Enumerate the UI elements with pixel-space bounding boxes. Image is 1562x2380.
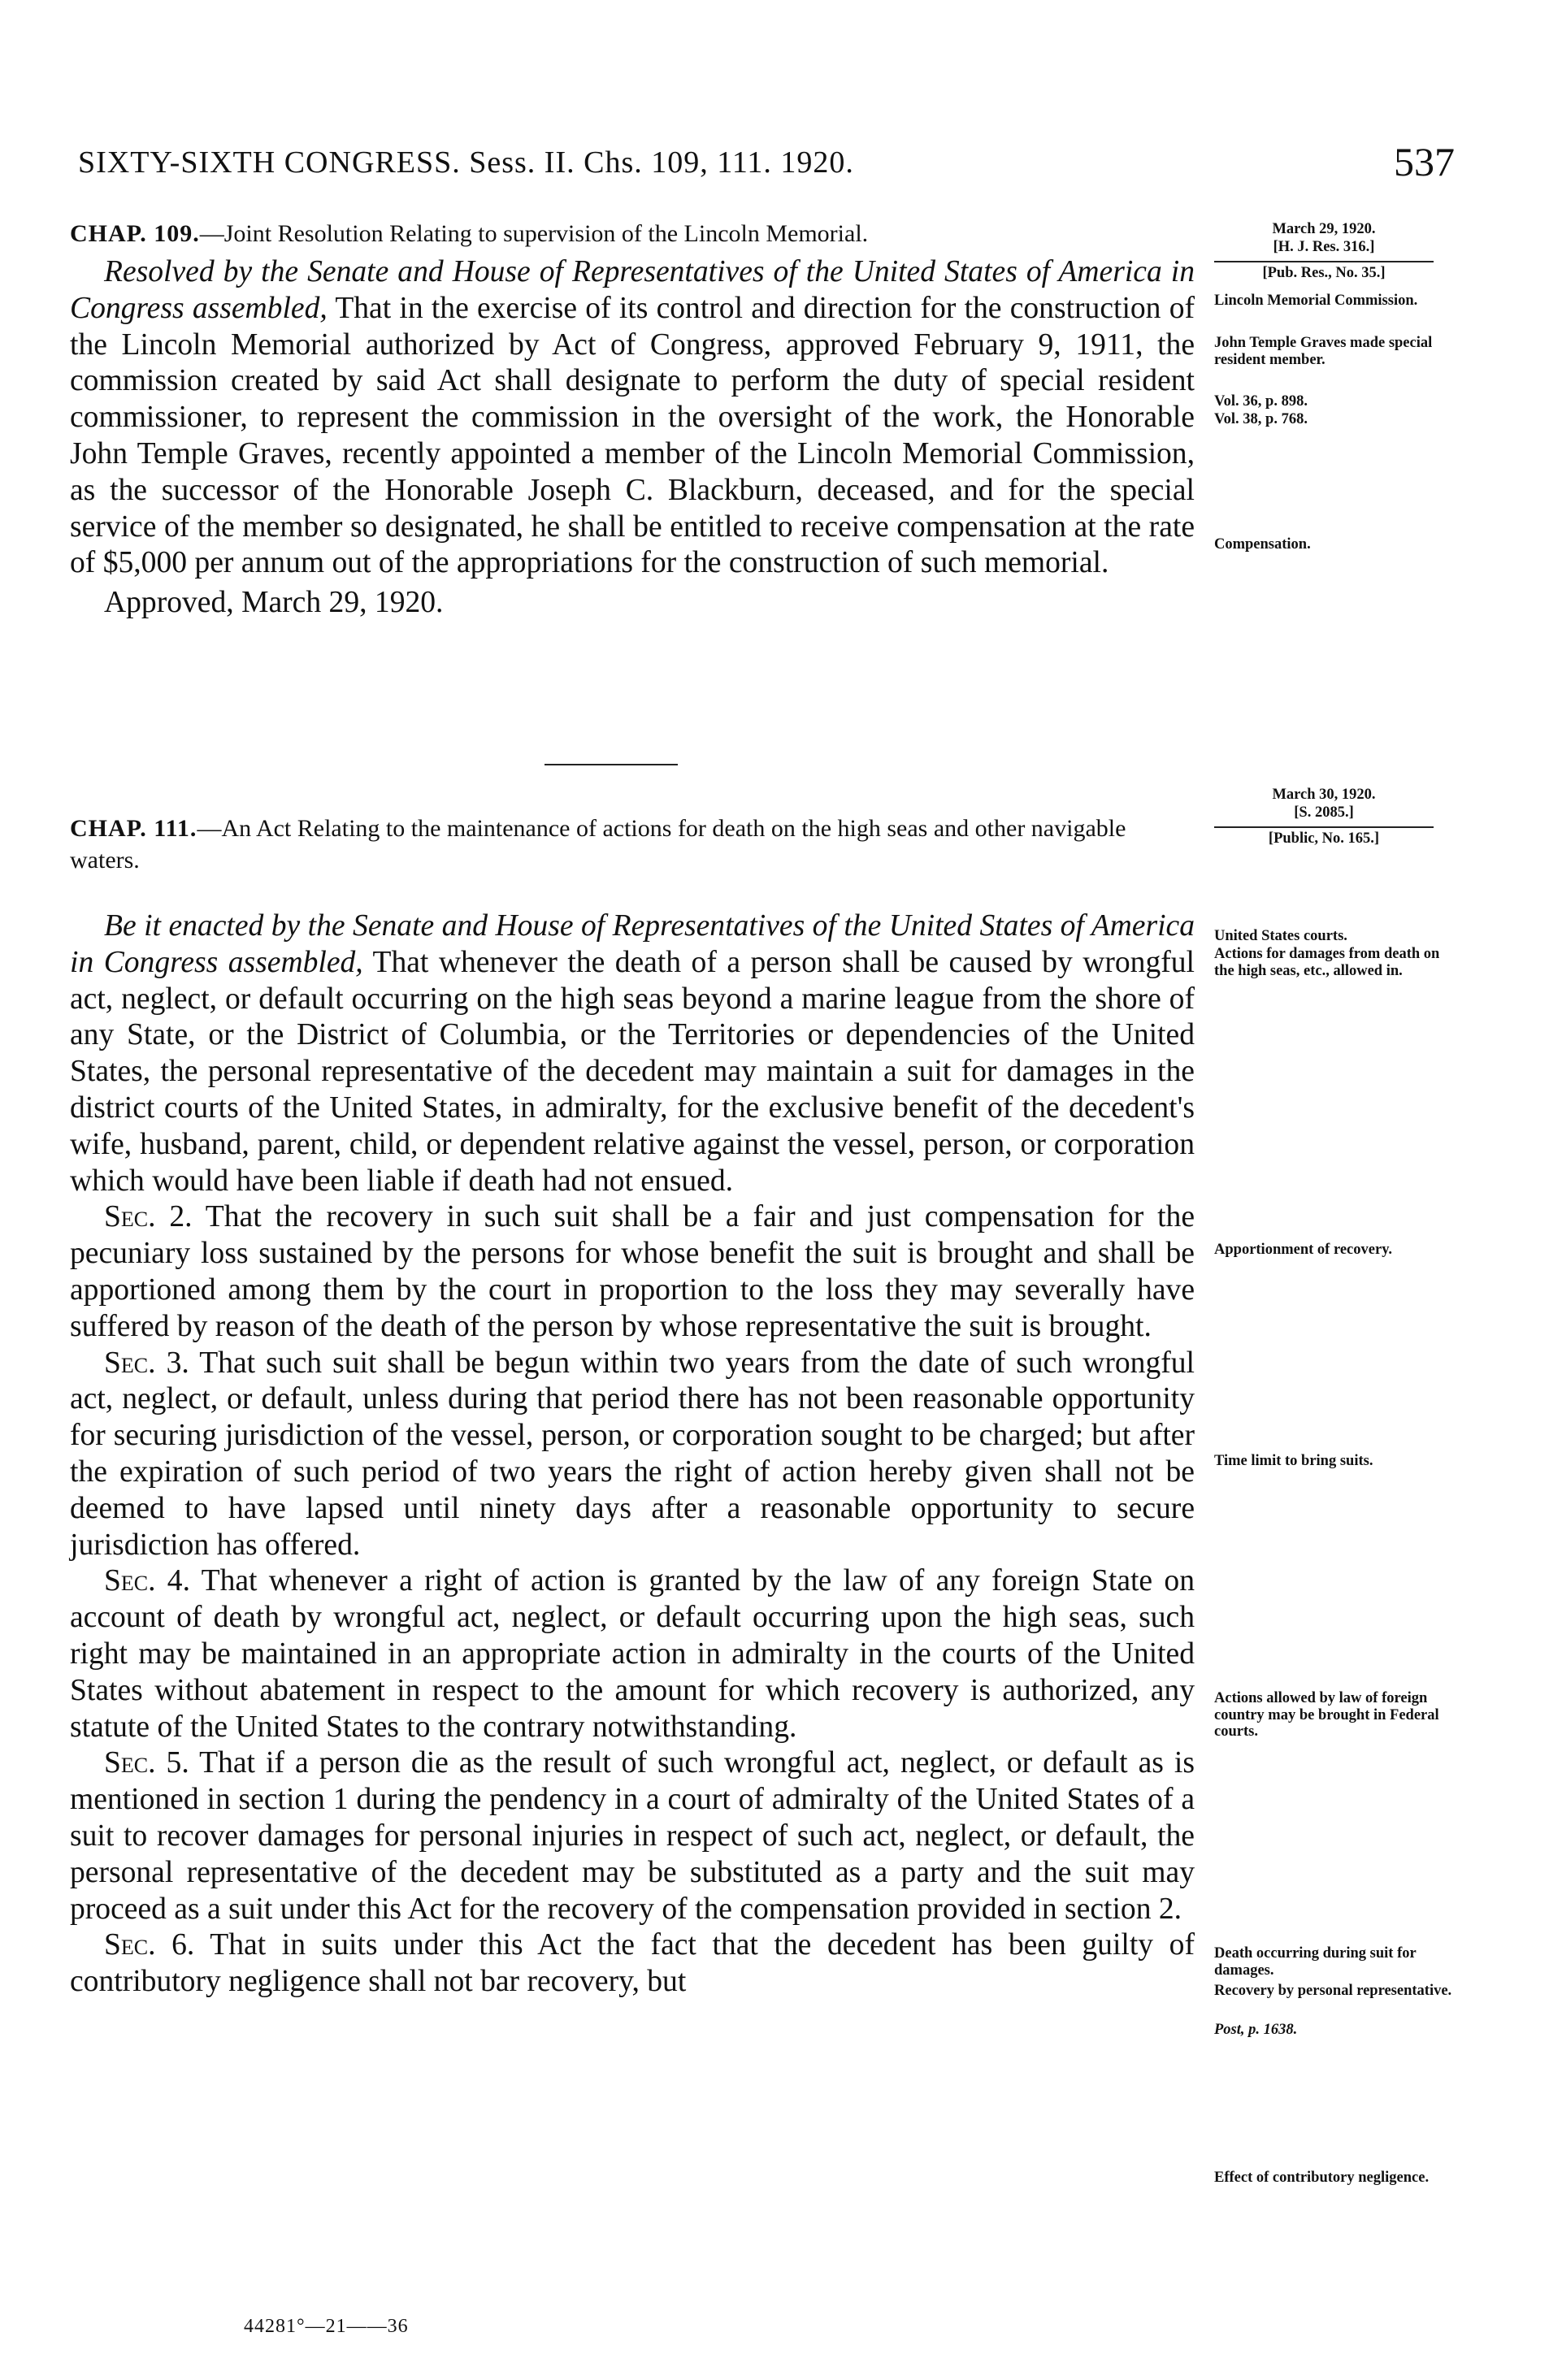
chapter-109 (70, 218, 1195, 621)
chapter-separator (545, 764, 678, 765)
margin-note-recovery-personal: Recovery by personal representative. (1214, 1983, 1452, 1999)
margin-ref-vol36: Vol. 36, p. 898. (1214, 393, 1308, 410)
section-4 (70, 1563, 1195, 1745)
margin-ref-vol38: Vol. 38, p. 768. (1214, 411, 1308, 427)
margin-note-contributory: Effect of contributory negligence. (1214, 2170, 1430, 2186)
margin-note-courts: United States courts. (1214, 928, 1347, 944)
enacting-clause: Be it enacted by the Senate and House of Representatives of the United States of America in Congress assembled, (70, 909, 1195, 979)
section-1 (70, 908, 1195, 1199)
running-head-text: SIXTY-SIXTH CONGRESS. Sess. II. Chs. 109, 111. 1920. (78, 145, 854, 180)
printer-footer: 44281°—21——36 (244, 2316, 409, 2337)
section-6-label: Sec. 6. (104, 1928, 195, 1962)
chapter-111-heading (70, 813, 1195, 876)
margin-note-apportionment: Apportionment of recovery. (1214, 1242, 1393, 1258)
margin-note-actions: Actions for damages from death on the high seas, etc., allowed in. (1214, 946, 1440, 979)
section-2-label: Sec. 2. (104, 1200, 193, 1234)
chapter-111-title: —An Act Relating to the maintenance of actions for death on the high seas and other navigable waters. (70, 815, 1126, 874)
margin-note-graves: John Temple Graves made special resident member. (1214, 335, 1433, 368)
chapter-109-margin-public: [Pub. Res., No. 35.] (1262, 265, 1386, 281)
chapter-109-margin-date: March 29, 1920. (1272, 221, 1376, 237)
chapter-109-approved: Approved, March 29, 1920. (104, 586, 444, 620)
margin-note-lincoln: Lincoln Memorial Commission. (1214, 293, 1418, 309)
chapter-109-number: CHAP. 109. (70, 220, 200, 247)
resolving-clause: Resolved by the Senate and House of Representatives of the United States of America in Congress assembled, (70, 255, 1195, 325)
chapter-111-margin-date: March 30, 1920. (1272, 787, 1376, 803)
chapter-111-margin-public: [Public, No. 165.] (1268, 830, 1380, 847)
section-3-body: That such suit shall be begun within two years from the date of such wrongful act, neglect, or default, unless during that period there has not been reasonable opportunity for securing jurisdiction of the vessel, person, or corporation sought to be charged; but after the expiration of such period of two years the right of action hereby given shall not be deemed to have lapsed until ninety days after a reasonable opportunity to secure jurisdiction has offered. (70, 1346, 1195, 1562)
chapter-111-margin-rule (1214, 824, 1434, 830)
chapter-111-margin-bill: [S. 2085.] (1294, 804, 1354, 821)
margin-divider (1214, 261, 1434, 262)
section-5-label: Sec. 5. (104, 1746, 189, 1780)
chapter-111 (70, 813, 1195, 2001)
chapter-109-heading (70, 218, 1195, 249)
margin-note-post: Post, p. 1638. (1214, 2022, 1298, 2038)
chapter-109-margin-bill: [H. J. Res. 316.] (1273, 239, 1375, 255)
chapter-109-title: —Joint Resolution Relating to supervision of the Lincoln Memorial. (199, 220, 869, 247)
section-5 (70, 1745, 1195, 1927)
section-6-body: That in suits under this Act the fact that the decedent has been guilty of contributory negligence shall not bar recovery, but (70, 1928, 1195, 1999)
margin-note-death-during-suit: Death occurring during suit for damages. (1214, 1945, 1417, 1979)
section-1-body: That whenever the death of a person shall be caused by wrongful act, neglect, or default occurring on the high seas beyond a marine league from the shore of any State, or the District of Columbia, or the Territories or dependencies of the United States, the personal representative of the decedent may maintain a suit for damages in the district courts of the United States, in admiralty, for the exclusive benefit of the decedent's wife, husband, parent, child, or dependent relative against the vessel, person, or corporation which would have been liable if death had not ensued. (70, 945, 1195, 1198)
section-2-body: That the recovery in such suit shall be a fair and just compensation for the pecuniary loss sustained by the persons for whose benefit the suit is brought and shall be apportioned among them by the court in proportion to the loss they may severally have suffered by reason of the death of the person by whose representative the suit is brought. (70, 1200, 1195, 1343)
section-6 (70, 1927, 1195, 2001)
chapter-109-body: That in the exercise of its control and direction for the construction of the Lincoln Memorial authorized by Act of Congress, approved February 9, 1911, the commission created by said Act shall designate to perform the duty of special resident commissioner, to represent the commission in the oversight of the work, the Honorable John Temple Graves, recently appointed a member of the Lincoln Memorial Commission, as the successor of the Honorable Joseph C. Blackburn, deceased, and for the special service of the member so designated, he shall be entitled to receive compensation at the rate of $5,000 per annum out of the appropriations for the construction of such memorial. (70, 291, 1195, 580)
section-4-body: That whenever a right of action is granted by the law of any foreign State on account of death by wrongful act, neglect, or default occurring upon the high seas, such right may be maintained in an appropriate action in admiralty in the courts of the United States without abatement in respect to the amount for which recovery is authorized, any statute of the United States to the contrary notwithstanding. (70, 1564, 1195, 1744)
page-number: 537 (1394, 139, 1455, 184)
margin-note-time-limit: Time limit to bring suits. (1214, 1453, 1373, 1469)
chapter-111-number: CHAP. 111. (70, 815, 197, 842)
chapter-109-resolution (70, 254, 1195, 582)
running-head (78, 139, 1455, 202)
section-3 (70, 1346, 1195, 1564)
margin-note-foreign-law: Actions allowed by law of foreign country may be brought in Federal courts. (1214, 1690, 1439, 1741)
section-4-label: Sec. 4. (104, 1564, 190, 1598)
section-3-label: Sec. 3. (104, 1346, 189, 1380)
section-2 (70, 1199, 1195, 1345)
margin-note-compensation: Compensation. (1214, 536, 1311, 553)
chapter-109-margin-rule (1214, 258, 1434, 265)
section-5-body: That if a person die as the result of such wrongful act, neglect, or default as is mentioned in section 1 during the pendency in a court of admiralty of the United States of a suit to recover damages for personal injuries in respect of such act, neglect, or default, the personal representative of the decedent may be substituted as a party and the suit may proceed as a suit under this Act for the recovery of the compensation provided in section 2. (70, 1746, 1195, 1926)
margin-divider (1214, 826, 1434, 828)
